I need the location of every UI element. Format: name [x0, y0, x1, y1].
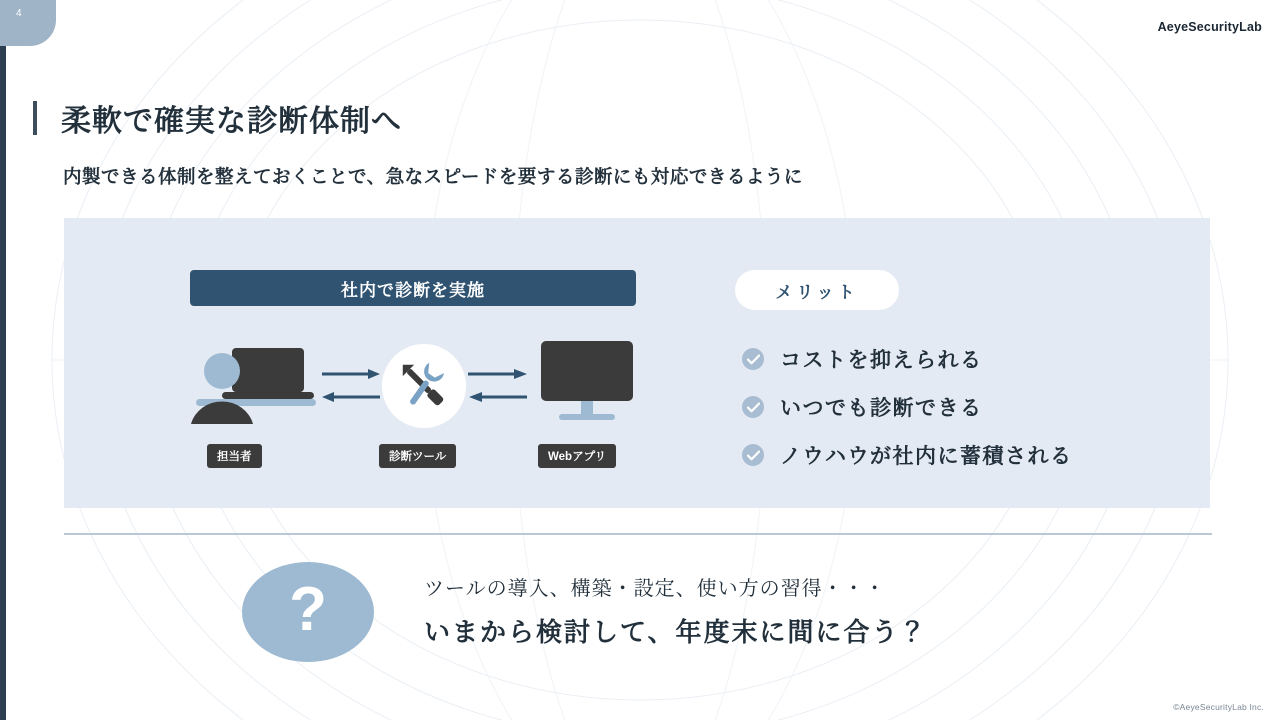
merit-list [742, 335, 1172, 479]
panel-header-pill: 社内で診断を実施 [190, 270, 636, 306]
merit-label: いつでも診断できる [780, 397, 983, 420]
merit-pill: メリット [735, 270, 899, 310]
diagram-caption-tool: 診断ツール [379, 444, 456, 468]
subtitle-text: 内製できる体制を整えておくことで、急なスピードを要する診断にも対応できるように [63, 166, 803, 187]
title-accent-bar [33, 101, 37, 135]
section-divider [64, 533, 1212, 535]
copyright-footer: ©AeyeSecurityLab Inc. [1173, 702, 1264, 712]
check-circle-icon [742, 444, 764, 466]
diagram-caption-web: Webアプリ [538, 444, 616, 468]
question-line-1: ツールの導入、構築・設定、使い方の習得・・・ [424, 578, 886, 600]
question-mark-glyph: ? [289, 575, 327, 644]
page-number-badge: 4 [0, 0, 56, 46]
question-line-2: いまから検討して、年度末に間に合う？ [424, 617, 928, 647]
check-circle-icon [742, 348, 764, 370]
diagram-caption-person: 担当者 [207, 444, 262, 468]
check-circle-icon [742, 396, 764, 418]
merit-label: コストを抑えられる [780, 349, 983, 372]
list-item [742, 383, 1172, 431]
question-mark-badge [242, 562, 374, 662]
brand-logo: AeyeSecurityLab [1157, 20, 1262, 34]
list-item [742, 335, 1172, 383]
title-text: 柔軟で確実な診断体制へ [61, 105, 402, 138]
list-item [742, 431, 1172, 479]
page-title [33, 96, 402, 140]
merit-label: ノウハウが社内に蓄積される [780, 445, 1073, 468]
left-accent-rail [0, 0, 6, 720]
